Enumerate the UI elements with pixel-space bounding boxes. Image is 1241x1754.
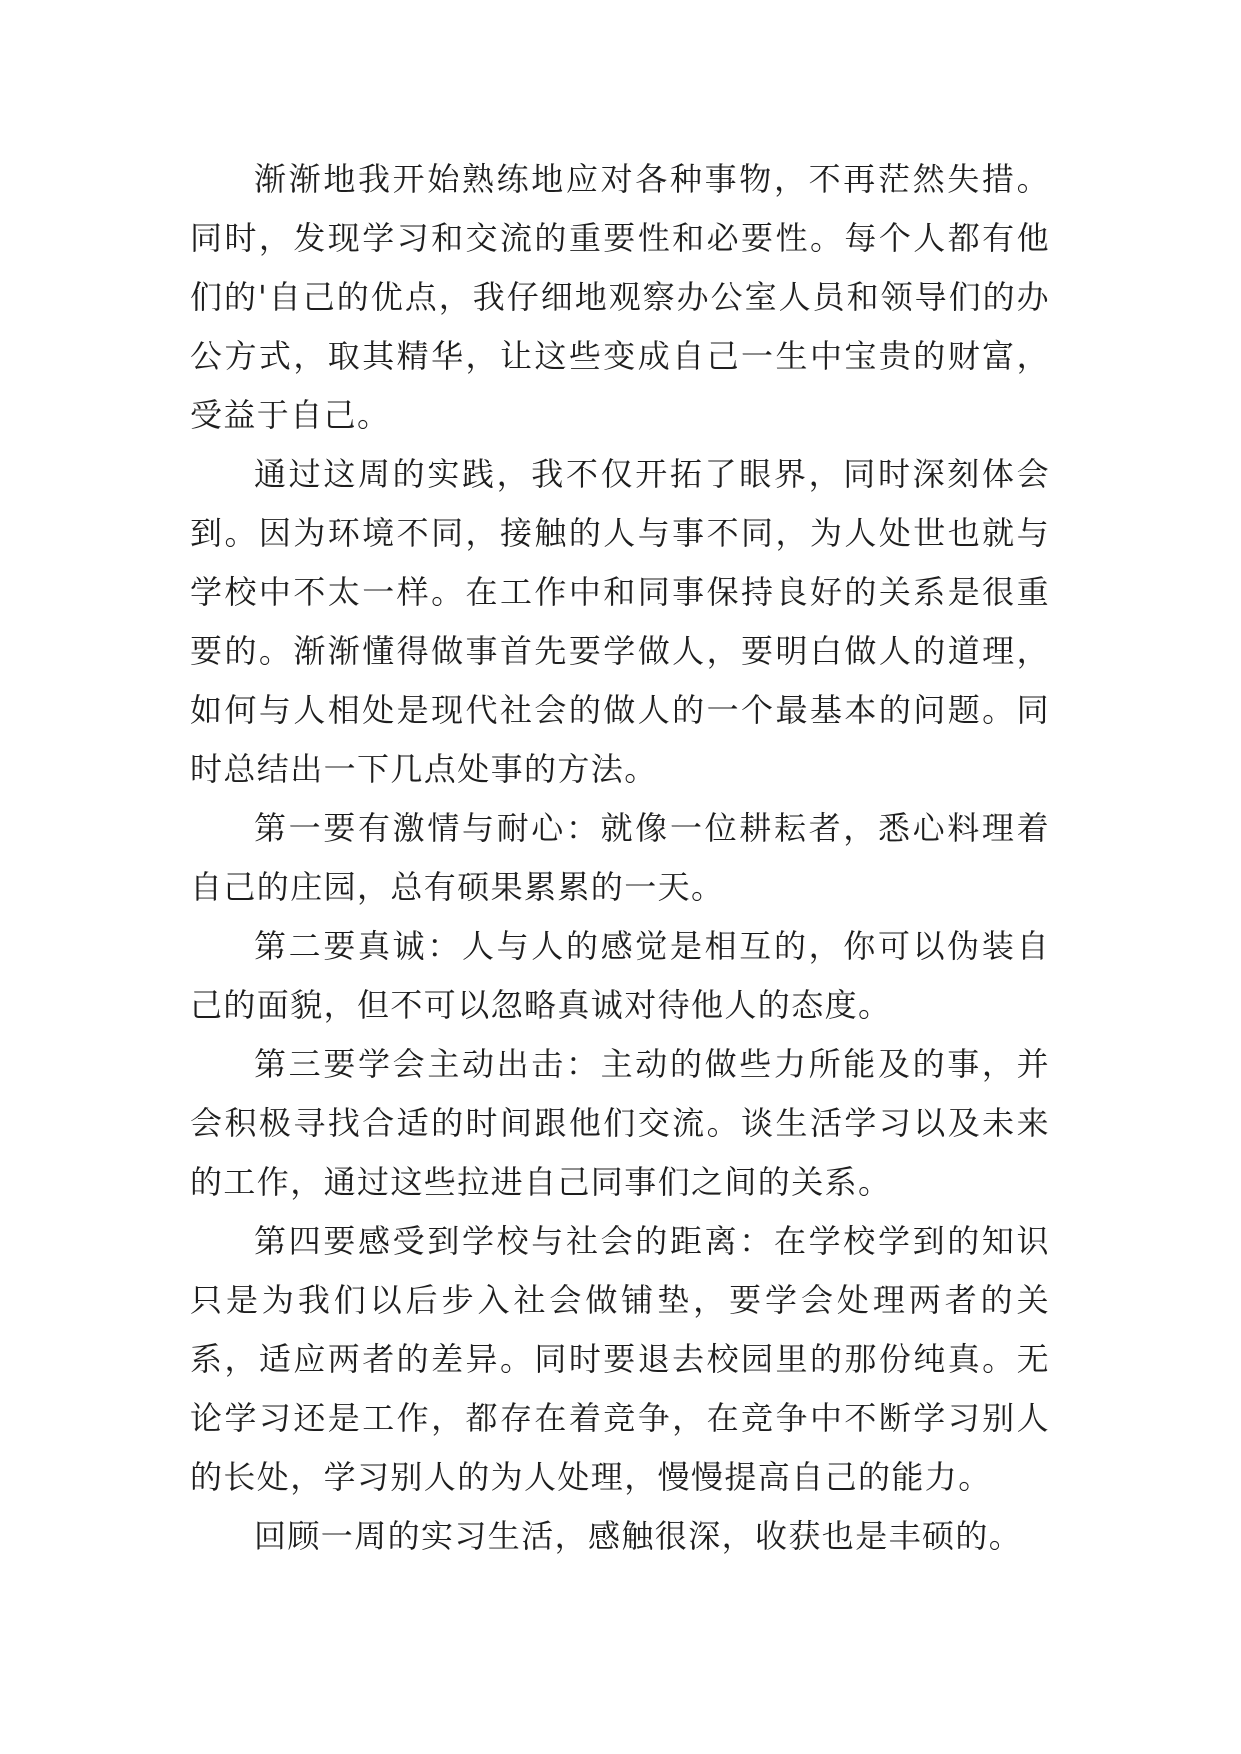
paragraph-6: 第四要感受到学校与社会的距离：在学校学到的知识只是为我们以后步入社会做铺垫，要学会处理两者的关系，适应两者的差异。同时要退去校园里的那份纯真。无论学习还是工作，都存在着竞争，在竞争中不断学习别人的长处，学习别人的为人处理，慢慢提高自己的能力。	[190, 1222, 1050, 1496]
paragraph-3: 第一要有激情与耐心：就像一位耕耘者，悉心料理着自己的庄园，总有硕果累累的一天。	[190, 809, 1050, 906]
paragraph-1: 渐渐地我开始熟练地应对各种事物，不再茫然失措。同时，发现学习和交流的重要性和必要性。每个人都有他们的'自己的优点，我仔细地观察办公室人员和领导们的办公方式，取其精华，让这些变成自己一生中宝贵的财富，受益于自己。	[190, 160, 1050, 434]
paragraph-5: 第三要学会主动出击：主动的做些力所能及的事，并会积极寻找合适的时间跟他们交流。谈生活学习以及未来的工作，通过这些拉进自己同事们之间的关系。	[190, 1045, 1050, 1201]
document-body	[190, 150, 1050, 1566]
paragraph-4: 第二要真诚：人与人的感觉是相互的，你可以伪装自己的面貌，但不可以忽略真诚对待他人的态度。	[190, 927, 1050, 1024]
paragraph-2: 通过这周的实践，我不仅开拓了眼界，同时深刻体会到。因为环境不同，接触的人与事不同，为人处世也就与学校中不太一样。在工作中和同事保持良好的关系是很重要的。渐渐懂得做事首先要学做人，要明白做人的道理，如何与人相处是现代社会的做人的一个最基本的问题。同时总结出一下几点处事的方法。	[190, 455, 1050, 788]
paragraph-7: 回顾一周的实习生活，感触很深，收获也是丰硕的。	[254, 1517, 1023, 1555]
